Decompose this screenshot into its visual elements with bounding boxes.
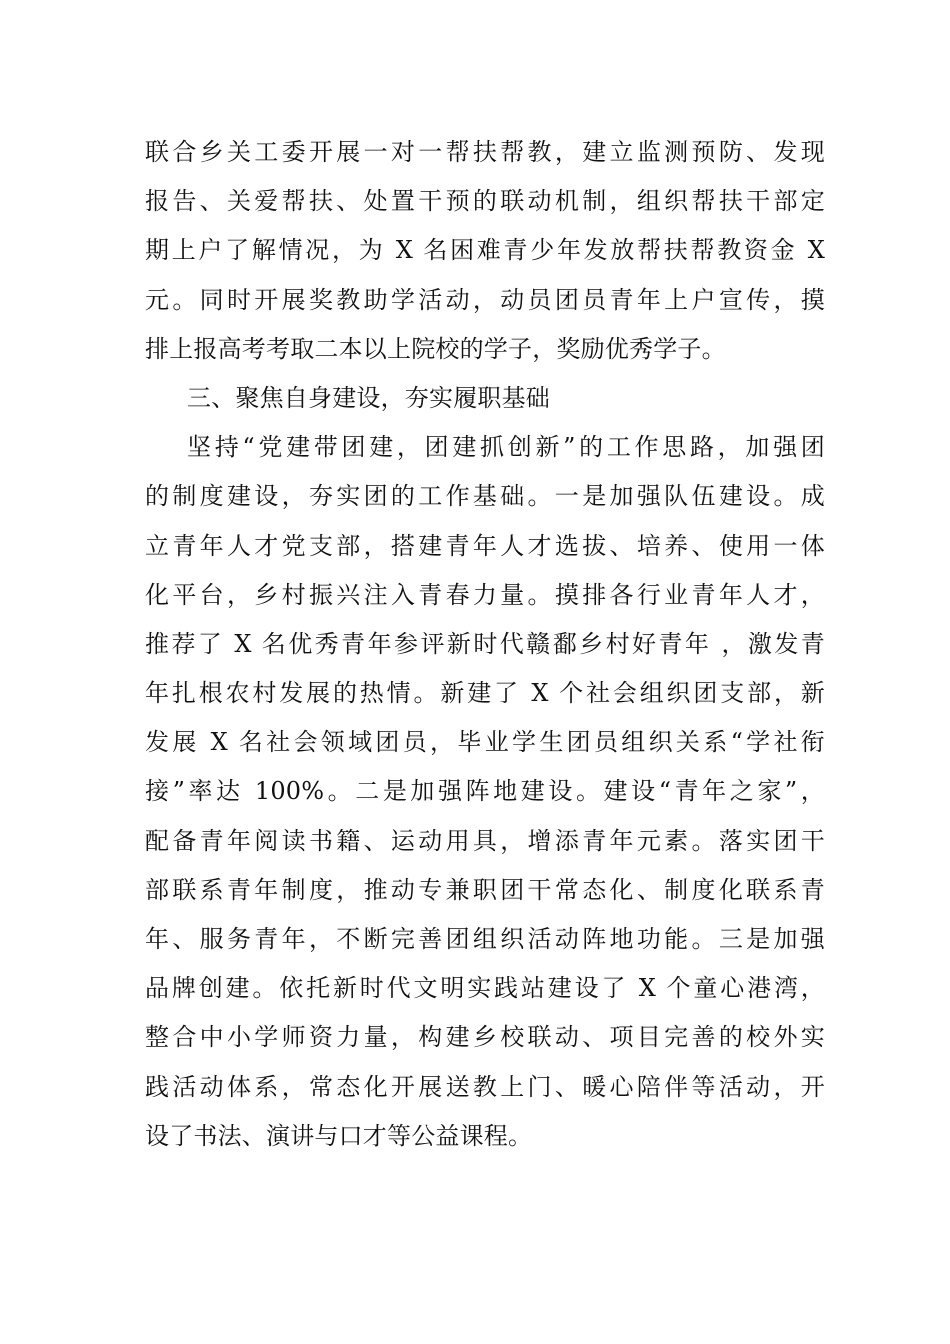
paragraph-line: 排上报高考考取二本以上院校的学子，奖励优秀学子。 bbox=[145, 334, 726, 363]
paragraph-line: 设了书法、演讲与口才等公益课程。 bbox=[145, 1121, 533, 1150]
paragraph-line: 年、服务青年，不断完善团组织活动阵地功能。三是加强 bbox=[145, 925, 825, 953]
paragraph-line: 报告、关爱帮扶、处置干预的联动机制，组织帮扶干部定 bbox=[145, 187, 825, 216]
paragraph-line: 品牌创建。依托新时代文明实践站建设了 X 个童心港湾， bbox=[145, 974, 825, 1003]
paragraph-line: 元。同时开展奖教助学活动，动员团员青年上户宣传，摸 bbox=[145, 285, 825, 314]
section-heading: 三、聚焦自身建设，夯实履职基础 bbox=[187, 383, 550, 412]
paragraph-line: 接”率达 100%。二是加强阵地建设。建设“青年之家”， bbox=[145, 777, 825, 806]
paragraph-line: 立青年人才党支部，搭建青年人才选拔、培养、使用一体 bbox=[145, 531, 825, 560]
paragraph-line: 坚持“党建带团建，团建抓创新”的工作思路，加强团 bbox=[187, 433, 825, 462]
paragraph-line: 期上户了解情况，为 X 名困难青少年发放帮扶帮教资金 X bbox=[145, 236, 825, 265]
paragraph-line: 的制度建设，夯实团的工作基础。一是加强队伍建设。成 bbox=[145, 482, 825, 511]
paragraph-line: 推荐了 X 名优秀青年参评新时代赣鄱乡村好青年 ，激发青 bbox=[145, 629, 825, 658]
paragraph-line: 化平台，乡村振兴注入青春力量。摸排各行业青年人才， bbox=[145, 580, 825, 609]
paragraph-line: 整合中小学师资力量，构建乡校联动、项目完善的校外实 bbox=[145, 1023, 825, 1052]
paragraph-line: 年扎根农村发展的热情。新建了 X 个社会组织团支部，新 bbox=[145, 679, 825, 708]
paragraph-line: 发展 X 名社会领域团员，毕业学生团员组织关系“学社衔 bbox=[145, 728, 825, 757]
paragraph-line: 配备青年阅读书籍、运动用具，增添青年元素。落实团干 bbox=[145, 826, 825, 855]
document-body bbox=[145, 128, 825, 1161]
paragraph-line: 部联系青年制度，推动专兼职团干常态化、制度化联系青 bbox=[145, 875, 825, 904]
paragraph-line: 联合乡关工委开展一对一帮扶帮教，建立监测预防、发现 bbox=[145, 138, 825, 166]
paragraph-line: 践活动体系，常态化开展送教上门、暖心陪伴等活动，开 bbox=[145, 1072, 825, 1101]
